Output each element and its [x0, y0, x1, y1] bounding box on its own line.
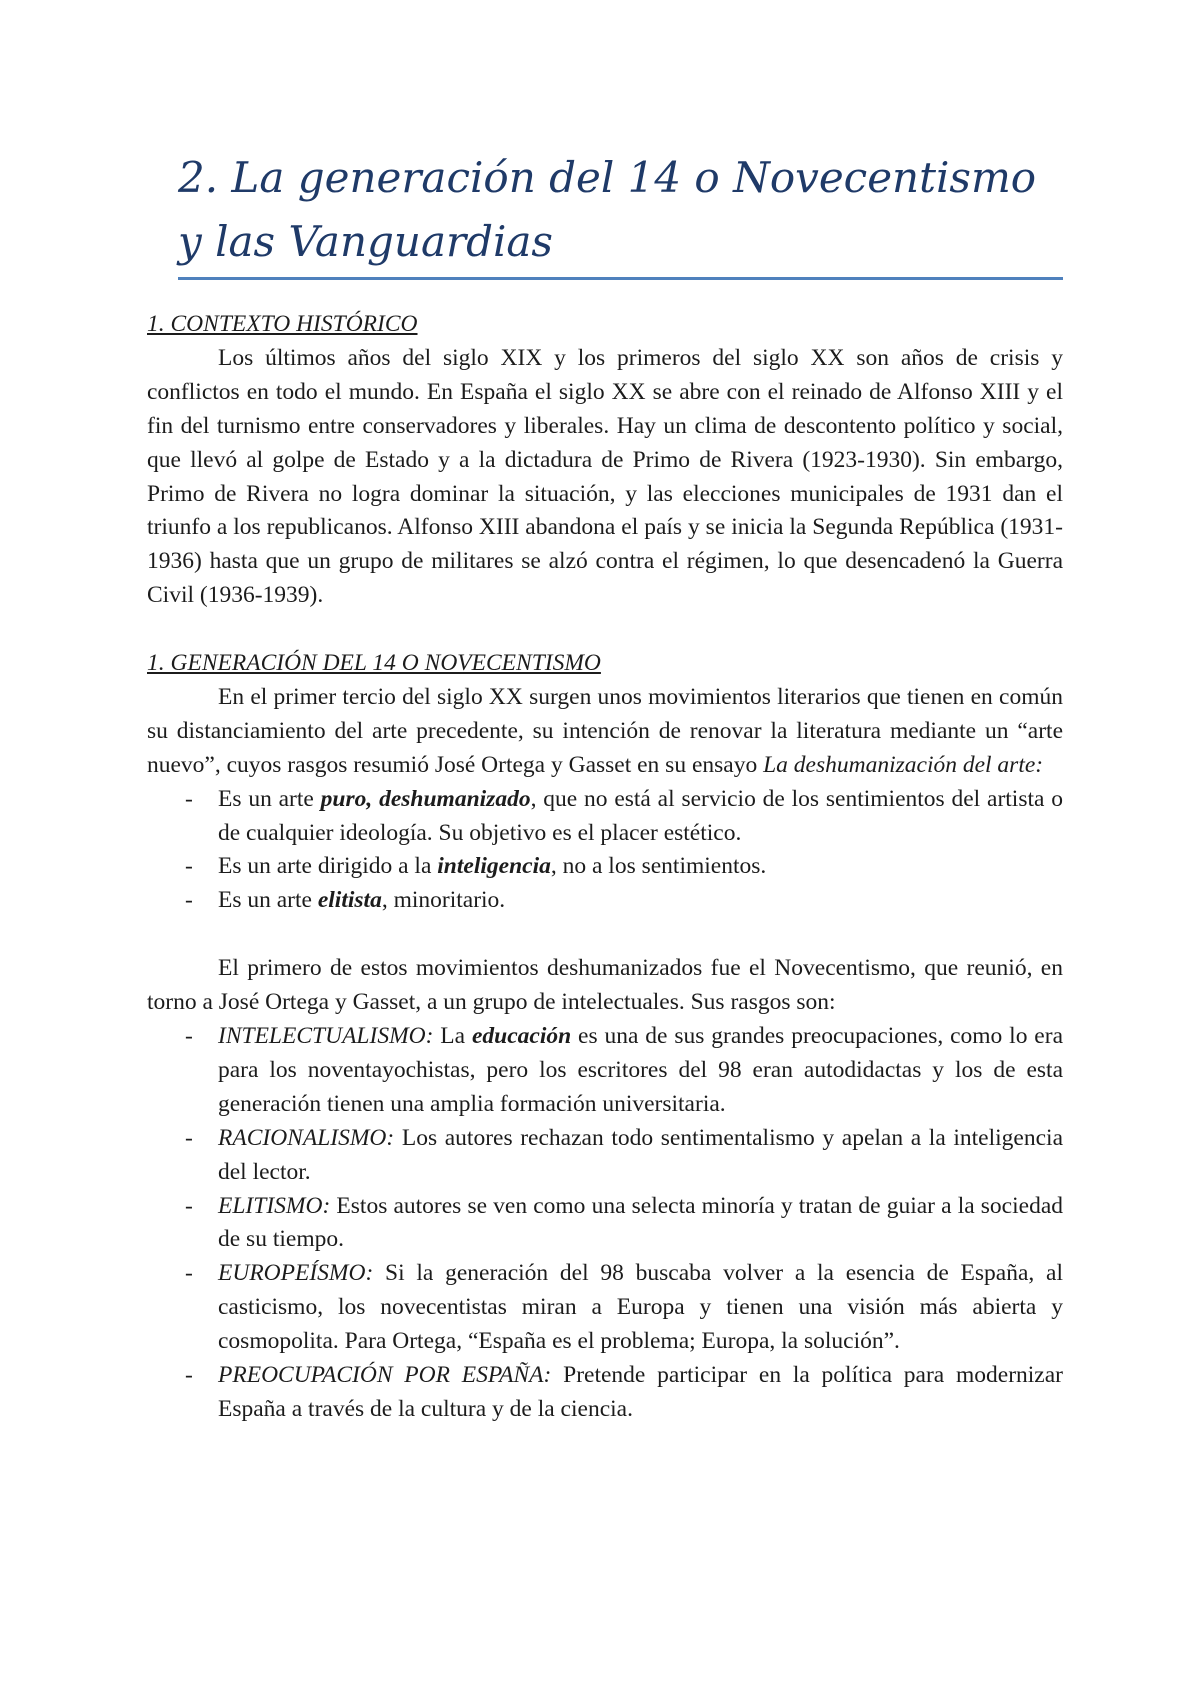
book-title: La deshumanización del arte:: [763, 751, 1044, 778]
trait-emphasis: elitista: [317, 887, 382, 914]
trait-emphasis: puro, deshumanizado: [320, 785, 531, 812]
trait-text: , no a los sentimientos.: [550, 853, 767, 880]
list-marker: -: [185, 887, 193, 914]
feature-text: Si la generación del 98 buscaba volver a la esencia de España, al casticismo, los novecentistas miran a Europa y tienen una visión más abierta y cosmopolita. Para Ortega, “España es el problema; Europa, la solución”.: [218, 1260, 1063, 1355]
list-marker: -: [185, 853, 193, 880]
list-marker: -: [185, 1023, 193, 1049]
list-marker: -: [185, 1124, 193, 1151]
trait-text: Es un arte dirigido a la: [218, 853, 438, 880]
feature-text: Los autores rechazan todo sentimentalismo y apelan a la inteligencia del lector.: [218, 1124, 1063, 1185]
list-item: [185, 1257, 1063, 1359]
title-line-2: y las Vanguardias: [178, 217, 553, 266]
list-item: [185, 1020, 1063, 1122]
trait-emphasis: inteligencia: [437, 853, 551, 880]
feature-term: INTELECTUALISMO:: [218, 1023, 434, 1049]
feature-term: RACIONALISMO:: [218, 1124, 395, 1151]
list-item: [185, 850, 1063, 884]
feature-text: Pretende participar en la política para modernizar España a través de la cultura y de la ciencia.: [218, 1362, 1063, 1422]
paragraph-features-intro: El primero de estos movimientos deshumanizados fue el Novecentismo, que reunió, en torno a José Ortega y Gasset, a un grupo de intelectuales. Sus rasgos son:: [147, 955, 1063, 1016]
intro-text: En el primer tercio del siglo XX surgen unos movimientos literarios que tienen en común su distanciamiento del arte precedente, su intención de renovar la literatura mediante un “arte nuevo”, cuyos rasgos resumió José Ortega y Gasset en su ensayo: [147, 683, 1063, 778]
document-body: [147, 308, 1063, 1427]
feature-term: PREOCUPACIÓN POR ESPAÑA:: [218, 1362, 552, 1389]
trait-text: Es un arte: [218, 887, 318, 914]
section-heading-contexto: 1. CONTEXTO HISTÓRICO: [147, 311, 418, 337]
art-traits-list: [147, 783, 1063, 919]
trait-text: , minoritario.: [381, 887, 506, 914]
list-marker: -: [185, 1362, 193, 1389]
trait-text: , que no está al servicio de los sentimientos del artista o de cualquier ideología. Su objetivo es el placer estético.: [218, 785, 1064, 846]
paragraph-novecentismo-intro: [147, 681, 1063, 783]
list-item: [185, 1122, 1063, 1190]
feature-text: Estos autores se ven como una selecta minoría y tratan de guiar a la sociedad de su tiempo.: [218, 1192, 1063, 1253]
feature-term: EUROPEÍSMO:: [218, 1260, 374, 1287]
list-marker: -: [185, 1260, 193, 1287]
feature-emphasis: educación: [471, 1023, 572, 1049]
title-underline-rule: [178, 277, 1063, 280]
features-list: [147, 1020, 1063, 1427]
page-title: [178, 146, 1063, 274]
list-item: [185, 1359, 1063, 1427]
paragraph-contexto: Los últimos años del siglo XIX y los primeros del siglo XX son años de crisis y conflictos en todo el mundo. En España el siglo XX se abre con el reinado de Alfonso XIII y el fin del turnismo entre conservadores y liberales. Hay un clima de descontento político y social, que llevó al golpe de Estado y a la dictadura de Primo de Rivera (1923-1930). Sin embargo, Primo de Rivera no logra dominar la situación, y las elecciones municipales de 1931 dan el triunfo a los republicanos. Alfonso XIII abandona el país y se inicia la Segunda República (1931-1936) hasta que un grupo de militares se alzó contra el régimen, lo que desencadenó la Guerra Civil (1936-1939).: [147, 344, 1063, 609]
trait-text: Es un arte: [218, 785, 321, 812]
list-marker: -: [185, 785, 193, 812]
feature-text: La: [433, 1023, 472, 1049]
list-marker: -: [185, 1192, 193, 1219]
feature-text: es una de sus grandes preocupaciones, como lo era para los noventayochistas, pero los escritores del 98 eran autodidactas y los de esta generación tienen una amplia formación universitaria.: [218, 1023, 1063, 1117]
title-line-1: 2. La generación del 14 o Novecentismo: [178, 153, 1037, 202]
section-heading-novecentismo: 1. GENERACIÓN DEL 14 O NOVECENTISMO: [147, 650, 601, 677]
list-item: [185, 884, 1063, 918]
feature-term: ELITISMO:: [218, 1192, 331, 1219]
list-item: [185, 1190, 1063, 1258]
list-item: [185, 783, 1064, 851]
